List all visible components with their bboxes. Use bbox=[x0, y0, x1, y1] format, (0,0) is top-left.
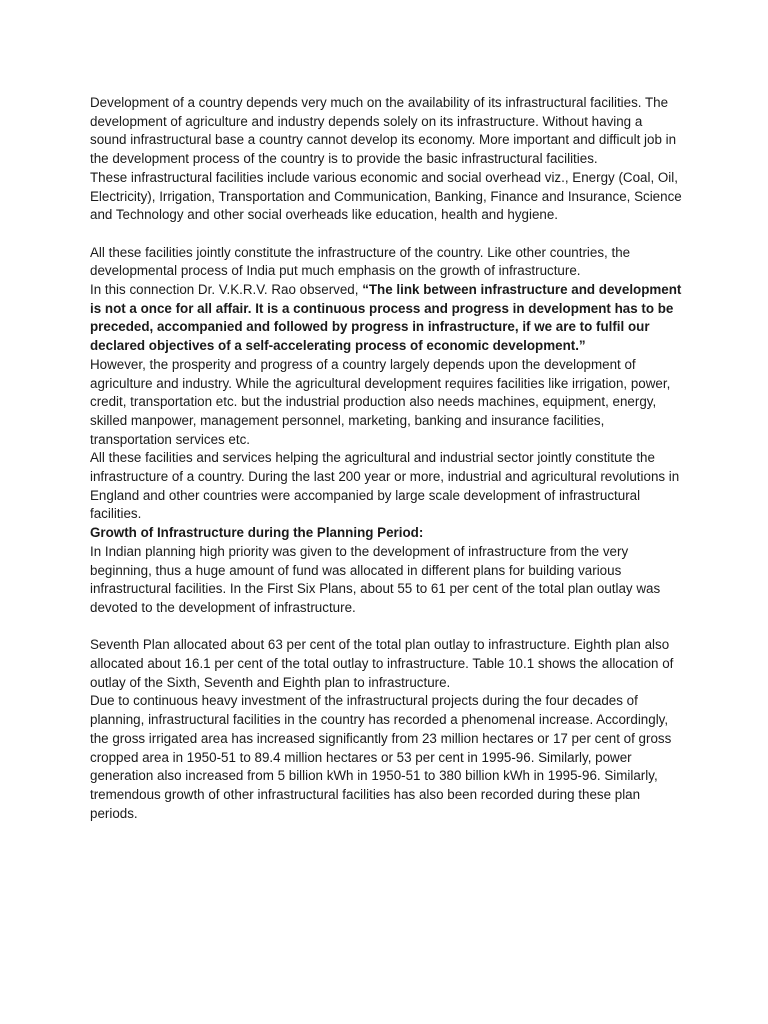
paragraph-facilities-include: These infrastructural facilities include various economic and social overhead viz., Energy (Coal, Oil, Electricity), Irrigation, Transportation and Communication, Banking, Finance and Insurance, Science and Technology and other social overheads like education, health and hygiene. bbox=[90, 169, 682, 223]
paragraph-services: All these facilities and services helping the agricultural and industrial sector jointly constitute the infrastructure of a country. During the last 200 year or more, industrial and agricultural revolutions in England and other countries were accompanied by large scale development of infrastructural facilities. bbox=[90, 450, 680, 522]
section-heading: Growth of Infrastructure during the Planning Period: bbox=[90, 525, 424, 541]
paragraph-indian-planning: In Indian planning high priority was given to the development of infrastructure from the very beginning, thus a huge amount of fund was allocated in different plans for building various infrastructural facilities. In the First Six Plans, about 55 to 61 per cent of the total plan outlay was devoted to the development of infrastructure. bbox=[90, 543, 661, 615]
paragraph-prosperity: However, the prosperity and progress of a country largely depends upon the development of agriculture and industry. While the agricultural development requires facilities like irrigation, power, credit, transportation etc. but the industrial production also needs machines, equipment, energy, skilled manpower, management personnel, marketing, banking and insurance facilities, transportation services etc. bbox=[90, 356, 671, 447]
paragraph-seventh-plan: Seventh Plan allocated about 63 per cent of the total plan outlay to infrastructure. Eighth plan also allocated about 16.1 per cent of the total outlay to infrastructure. Table 10.1 shows the allocation of outlay of the Sixth, Seventh and Eighth plan to infrastructure. bbox=[90, 637, 674, 690]
document-body bbox=[90, 94, 682, 823]
paragraph-gap bbox=[90, 618, 682, 637]
rao-quote-text: “The link between infrastructure and development is not a once for all affair. It is a continuous process and progress in development has to be preceded, accompanied and followed by progress in infrastructure, if we are to fulfil our declared objectives of a self-accelerating process of economic development.” bbox=[90, 282, 682, 354]
paragraph-continuous-investment: Due to continuous heavy investment of the infrastructural projects during the four decades of planning, infrastructural facilities in the country has recorded a phenomenal increase. Accordingly, the gross irrigated area has increased significantly from 23 million hectares or 17 per cent of gross cropped area in 1950-51 to 89.4 million hectares or 53 per cent in 1995-96. Similarly, power generation also increased from 5 billion kWh in 1950-51 to 380 billion kWh in 1995-96. Similarly, tremendous growth of other infrastructural facilities has also been recorded during these plan periods. bbox=[90, 693, 672, 821]
paragraph-development: Development of a country depends very much on the availability of its infrastructural facilities. The development of agriculture and industry depends solely on its infrastructure. Without having a sound infrastructural base a country cannot develop its economy. More important and difficult job in the development process of the country is to provide the basic infrastructural facilities. bbox=[90, 95, 677, 167]
paragraph-jointly-constitute: All these facilities jointly constitute the infrastructure of the country. Like other countries, the developmental process of India put much emphasis on the growth of infrastructure. bbox=[90, 244, 631, 279]
paragraph-rao-quote bbox=[90, 281, 682, 356]
rao-intro-text: In this connection Dr. V.K.R.V. Rao observed, bbox=[90, 282, 363, 298]
paragraph-gap bbox=[90, 225, 682, 244]
